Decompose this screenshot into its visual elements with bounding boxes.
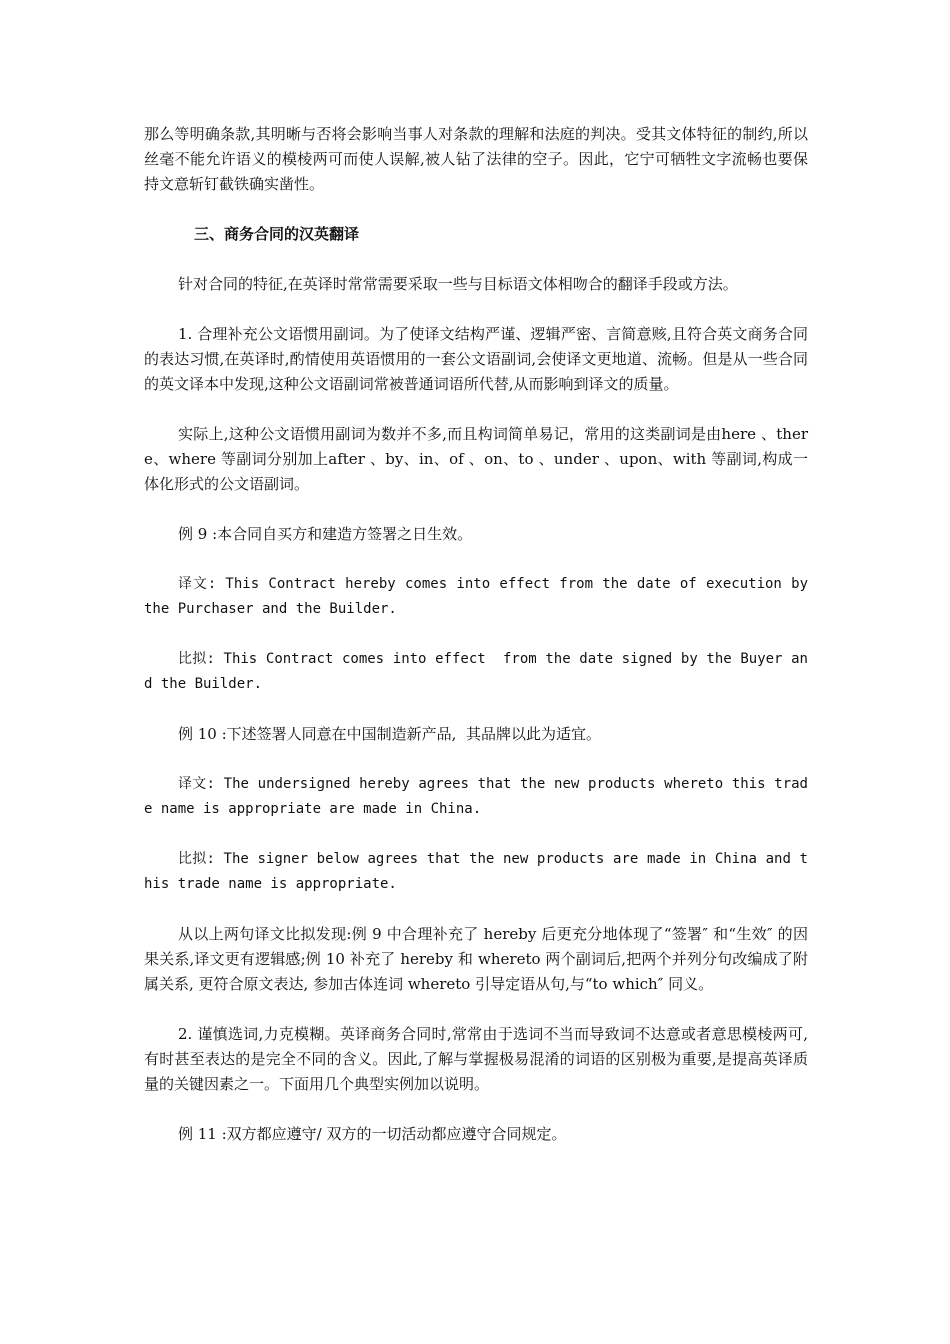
example-10: 例 10 :下述签署人同意在中国制造新产品, 其品牌以此为适宜。 [178, 725, 601, 743]
example-10-translation: 译文: The undersigned hereby agrees that the new products whereto this trade name is appropriate are made in China. [144, 776, 808, 817]
example-11: 例 11 :双方都应遵守/ 双方的一切活动都应遵守合同规定。 [178, 1125, 567, 1143]
paragraph-contract-clarity: 那么等明确条款,其明晰与否将会影响当事人对条款的理解和法庭的判决。受其文体特征的制约,所以丝毫不能允许语义的模棱两可而使人误解,被人钻了法律的空子。因此，它宁可牺牲文字流畅也要保持文意斩钉截铁确实凿性。 [144, 125, 808, 193]
document-page [144, 122, 817, 1147]
example-9-comparison: 比拟: This Contract comes into effect from the date signed by the Buyer and the Builder. [144, 651, 808, 692]
paragraph-analysis: 从以上两句译文比拟发现:例 9 中合理补充了 hereby 后更充分地体现了“签署″ 和“生效″ 的因果关系,译文更有逻辑感;例 10 补充了 hereby 和 whereto 两个副词后,把两个并列分句改编成了附属关系, 更符合原文表达, 参加古体连词 whereto 引导定语从句,与“to which″ 同义。 [144, 925, 808, 993]
paragraph-point-2: 2. 谨慎选词,力克模糊。英译商务合同时,常常由于选词不当而导致词不达意或者意思模棱两可,有时甚至表达的是完全不同的含义。因此,了解与掌握极易混淆的词语的区别极为重要,是提高英译质量的关键因素之一。下面用几个典型实例加以说明。 [144, 1025, 808, 1093]
example-10-comparison: 比拟: The signer below agrees that the new products are made in China and this trade name is appropriate. [144, 851, 808, 892]
example-9: 例 9 :本合同自买方和建造方签署之日生效。 [178, 525, 473, 543]
paragraph-adverbs: 实际上,这种公文语惯用副词为数并不多,而且构词简单易记，常用的这类副词是由here 、there、where 等副词分别加上after 、by、in、of 、on、to 、under 、upon、with 等副词,构成一体化形式的公文语副词。 [144, 425, 808, 493]
section-heading: 三、商务合同的汉英翻译 [194, 225, 360, 243]
example-9-translation: 译文: This Contract hereby comes into effect from the date of execution by the Purchaser and the Builder. [144, 576, 817, 617]
paragraph-intro: 针对合同的特征,在英译时常常需要采取一些与目标语文体相吻合的翻译手段或方法。 [178, 275, 738, 293]
paragraph-point-1: 1. 合理补充公文语惯用副词。为了使译文结构严谨、逻辑严密、言简意赅,且符合英文商务合同的表达习惯,在英译时,酌情使用英语惯用的一套公文语副词,会使译文更地道、流畅。但是从一些合同的英文译本中发现,这种公文语副词常被普通词语所代替,从而影响到译文的质量。 [144, 325, 808, 393]
